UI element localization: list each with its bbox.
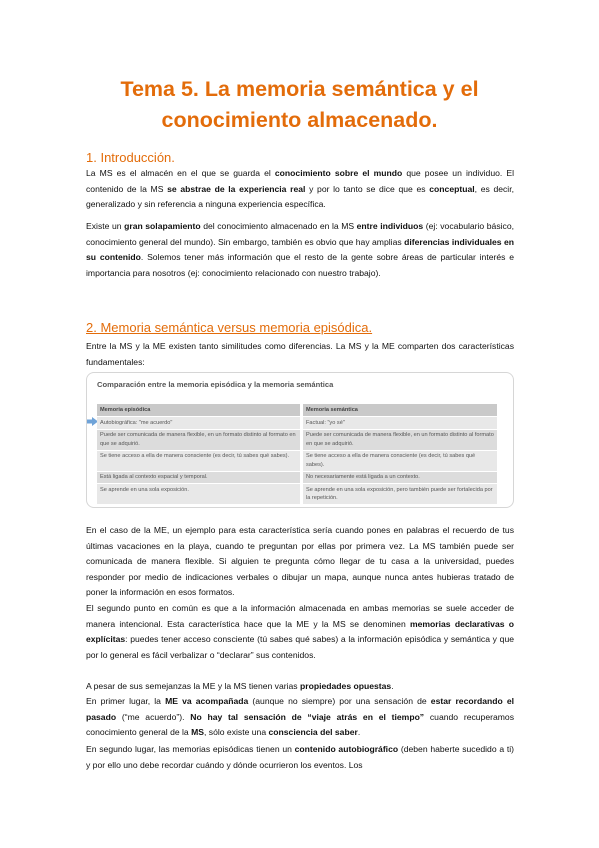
bold-text: diferencias individuales en su contenido [86, 236, 514, 262]
text-run: y por lo tanto se dice que es [305, 183, 430, 194]
text-run: . Solemos tener más información que el resto de la gente sobre áreas de particular interés e importancia para nosotros (ej: conocimiento relacionado con nuestro trabajo). [86, 252, 514, 278]
section-1-heading: 1. Introducción. [86, 150, 175, 165]
bold-text: consciencia del saber [268, 727, 358, 737]
table-cell: Puede ser comunicada de manera flexible, en un formato distinto al formato en que se adquirió. [302, 429, 498, 450]
text-run: Existe un [86, 221, 125, 231]
table-cell: Autobiográfica: "me acuerdo" [97, 417, 302, 430]
text-run: El segundo punto en común es que a la información almacenada en ambas memorias se suele acceder de manera intencional. Esta característica hace que la ME y la MS se denominen [86, 603, 514, 629]
text-run: En segundo lugar, las memorias episódicas tienen un [86, 744, 295, 754]
table-row [97, 417, 497, 430]
table-cell: Se aprende en una sola exposición. [97, 484, 302, 505]
title-line-1: Tema 5. La memoria semántica y el [120, 77, 479, 101]
column-header-episodic: Memoria episódica [97, 404, 302, 417]
table-cell: No necesariamente está ligada a un contexto. [302, 471, 498, 484]
body-paragraph-flexible [86, 523, 514, 601]
table-cell: Se tiene acceso a ella de manera consciente (es decir, tú sabes qué sabes). [302, 450, 498, 471]
document-title [40, 74, 559, 136]
column-header-semantic: Memoria semántica [302, 404, 498, 417]
comparison-table-figure [86, 372, 514, 508]
bold-text: estar recordando el pasado [86, 696, 515, 722]
text-run: Entre la MS y la ME existen tanto similitudes como diferencias. La MS y la ME comparten dos características fundamentales: [86, 341, 514, 367]
text-run: (“me acuerdo”). [116, 711, 191, 722]
table-cell: Factual: "yo sé" [302, 417, 498, 430]
bold-text: contenido autobiográfico [294, 744, 399, 754]
table-cell: Se aprende en una sola exposición, pero también puede ser fortalecida por la repetición. [302, 484, 498, 505]
table-cell: Puede ser comunicada de manera flexible, en un formato distinto al formato en que se adquirió. [97, 429, 302, 450]
table-cell: Se tiene acceso a ella de manera consciente (es decir, tú sabes qué sabes). [97, 450, 302, 471]
title-line-2: conocimiento almacenado. [161, 108, 438, 132]
bold-text: conceptual [429, 183, 475, 194]
body-paragraph-second-difference [86, 742, 514, 773]
bold-text: entre individuos [356, 221, 424, 231]
bold-text: MS [191, 727, 204, 737]
table-row [97, 484, 497, 505]
table-title: Comparación entre la memoria episódica y la memoria semántica [97, 380, 334, 389]
body-paragraph-first-difference [86, 694, 514, 741]
text-run: (ej: vocabulario básico, conocimiento general del mundo). Sin embargo, también es obvio que hay amplias [86, 221, 514, 247]
text-run: , es decir, generalizado y sin referencia a ninguna experiencia específica. [86, 183, 514, 209]
table-row [97, 471, 497, 484]
intro-paragraph-1 [86, 166, 514, 213]
bold-text: se abstrae de la experiencia real [167, 183, 306, 194]
comparison-table [97, 404, 497, 505]
text-run: En el caso de la ME, un ejemplo para esta característica sería cuando pones en palabras el recuerdo de tus últimas vacaciones en la playa, cuando te preguntan por ellas por primera vez. La MS también puede ser comunicada de manera flexible. Si alguien te pregunta cómo llegar de tu casa a la universidad, puedes responder por medio de indicaciones verbales o dibujar un mapa, aunque nunca antes hubieras tratado de poner la información en esos formatos. [86, 525, 514, 597]
text-run: , sólo existe una [204, 727, 269, 737]
bold-text: conocimiento sobre el mundo [274, 168, 403, 178]
text-run: cuando recuperamos conocimiento general de la [86, 711, 514, 737]
bold-text: memorias declarativas o explícitas [86, 618, 514, 644]
bold-text: propiedades opuestas [300, 681, 392, 691]
bold-text: ME va acompañada [165, 696, 249, 706]
text-run: (aunque no siempre) por una sensación de [248, 696, 431, 706]
text-run: del conocimiento almacenado en la MS [200, 221, 357, 231]
section-2-intro [86, 339, 514, 370]
bold-text: No hay tal sensación de “viaje atrás en el tiempo” [190, 711, 425, 722]
text-run: que posee un individuo. El contenido de la MS [86, 168, 515, 194]
table-cell: Está ligada al contexto espacial y temporal. [97, 471, 302, 484]
text-run: . [357, 727, 361, 737]
table-row [97, 450, 497, 471]
text-run: A pesar de sus semejanzas la ME y la MS tienen varias [86, 681, 300, 691]
bold-text: gran solapamiento [124, 221, 201, 231]
table-row [97, 429, 497, 450]
intro-paragraph-2 [86, 219, 514, 281]
text-run: . [391, 681, 394, 691]
body-paragraph-opposites [86, 679, 514, 695]
text-run: (deben haberte sucedido a ti) y por ello uno debe recordar cuándo y dónde ocurrieron los eventos. Los [86, 744, 514, 770]
section-2-heading: 2. Memoria semántica versus memoria episódica. [86, 320, 373, 335]
text-run: La MS es el almacén en el que se guarda el [86, 168, 275, 178]
body-paragraph-declarative [86, 601, 514, 663]
text-run: En primer lugar, la [86, 696, 166, 706]
text-run: : puedes tener acceso consciente (tú sabes qué sabes) a la información episódica y semántica y que por lo general es fácil verbalizar o “declarar” sus contenidos. [86, 634, 514, 660]
